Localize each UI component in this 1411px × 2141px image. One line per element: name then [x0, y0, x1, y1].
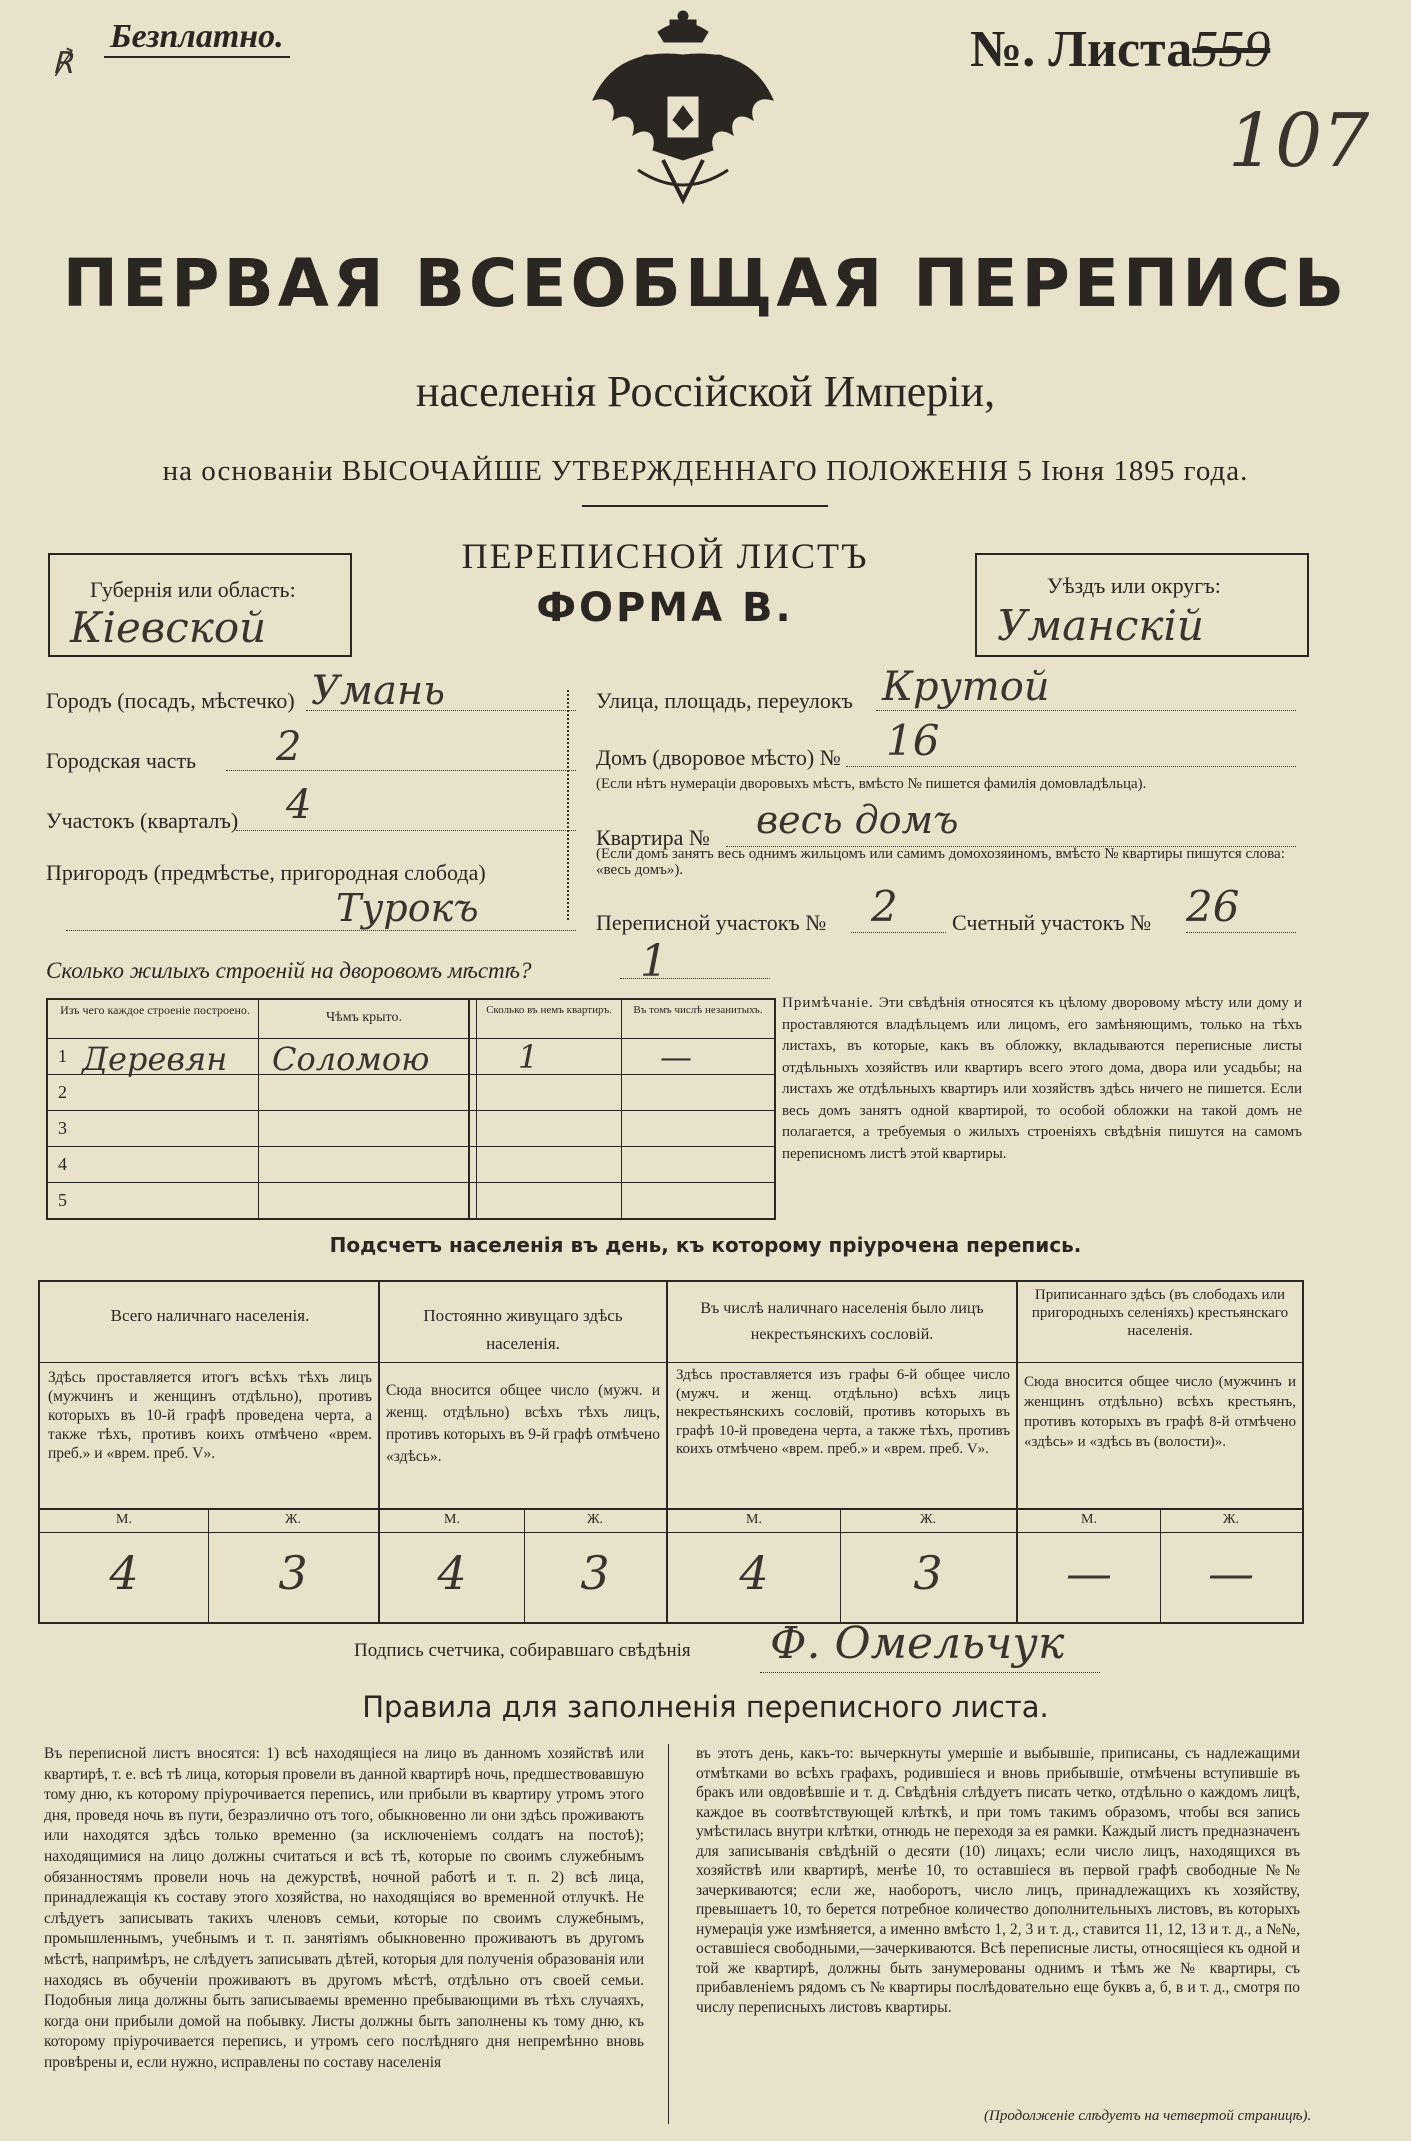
- province-value: Кіевской: [70, 603, 267, 652]
- peasant-male: —: [1066, 1546, 1112, 1600]
- count-plot-line: [1186, 932, 1296, 933]
- house-note: (Если нѣтъ нумераціи дворовыхъ мѣстъ, вмѣсто № пишется фамилія домовладѣльца).: [596, 776, 1147, 792]
- col-vacant-header: Въ томъ числѣ незанитыхъ.: [633, 1004, 763, 1016]
- main-title: ПЕРВАЯ ВСЕОБЩАЯ ПЕРЕПИСЬ: [62, 245, 1349, 322]
- sheet-number: [970, 20, 1270, 79]
- female-label: Ж.: [919, 1512, 937, 1527]
- house-line: [846, 766, 1296, 767]
- row-number: 4: [58, 1154, 67, 1174]
- suburb-value: Турокъ: [336, 886, 479, 930]
- col-roof-header: Чѣмъ крыто.: [326, 1010, 402, 1025]
- buildings-answer-line: [620, 978, 770, 979]
- signature-value: Ф. Омельчук: [770, 1618, 1065, 1669]
- ward-line: [236, 830, 576, 831]
- row-roof: Соломою: [272, 1040, 430, 1078]
- note-heading: Примѣчаніе.: [782, 995, 874, 1011]
- city-part-label: Городская часть: [46, 748, 197, 773]
- census-plot-value: 2: [871, 882, 898, 931]
- corner-handwritten-mark: ℟: [52, 46, 73, 81]
- subtitle: населенія Россійской Имперіи,: [415, 367, 996, 416]
- district-label: Уѣздъ или округъ:: [1047, 573, 1221, 598]
- male-label: М.: [1081, 1512, 1097, 1527]
- non-peasant-female: 3: [913, 1546, 943, 1600]
- form-subtitle: ФОРМА В.: [536, 585, 794, 631]
- city-value: Умань: [311, 668, 446, 714]
- house-value: 16: [886, 716, 940, 765]
- population-title: Подсчетъ населенія въ день, къ которому пріурочена перепись.: [329, 1233, 1082, 1257]
- peasant-female: —: [1208, 1546, 1254, 1600]
- street-value: Крутой: [882, 664, 1050, 710]
- buildings-note: [782, 993, 1302, 1165]
- population-table: [38, 1280, 1304, 1624]
- form-title: ПЕРЕПИСНОЙ ЛИСТЪ: [461, 536, 869, 576]
- house-label: Домъ (дворовое мѣсто) №: [596, 745, 841, 770]
- row-number: 3: [58, 1118, 67, 1138]
- buildings-question: Сколько жилыхъ строеній на дворовомъ мѣстѣ?: [46, 958, 532, 983]
- pop-col-desc: Сюда вносится общее число (мужч. и женщ. отдѣльно) всѣхъ тѣхъ лицъ, противъ которыхъ въ 9-й графѣ отмѣчено «здѣсь».: [386, 1382, 660, 1465]
- pop-col-head: Всего наличнаго населенія.: [110, 1306, 310, 1325]
- row-vacant: —: [660, 1038, 692, 1076]
- buildings-table: [46, 998, 776, 1220]
- male-label: М.: [116, 1512, 132, 1527]
- census-plot-label: Переписной участокъ №: [596, 910, 827, 935]
- row-apartments: 1: [518, 1038, 539, 1076]
- double-headed-eagle-emblem: [578, 10, 788, 225]
- rules-divider: [668, 1744, 669, 2124]
- row-number: 1: [58, 1046, 67, 1066]
- rules-left-column: Въ переписной листъ вносятся: 1) всѣ находящіеся на лицо въ данномъ хозяйствѣ или квартирѣ, т. е. всѣ тѣ лица, которыя провели въ данной квартирѣ ночь, предшествовавшую тому дню, къ которому пріурочивается перепись, или прибыли въ квартиру утромъ этого дня, проведя ночь въ пути, безразлично отъ того, обыкновенно ли они здѣсь проживаютъ или находятся здѣсь только временно (за исключеніемъ солдатъ на постоѣ); находящимися на лицо должны считаться и всѣ тѣ, которые по своимъ служебнымъ обязанностямъ провели ночь на дежурствѣ, ночной работѣ и т. п. 2) всѣ лица, принадлежащія къ составу этого хозяйства, но находящіяся во временной отлучкѣ. Не слѣдуетъ записывать такихъ членовъ семьи, которые по своимъ служебнымъ, промышленнымъ, учебнымъ и т. п. занятіямъ обыкновенно проживаютъ въ другомъ мѣстѣ, напримѣръ, не слѣдуетъ записывать дѣтей, которыя для полученія образованія или находясь въ обученіи проживаютъ въ другомъ мѣстѣ, отдѣльно отъ своей семьи. Подобныя лица должны быть записываемы временно пребывающими въ тѣхъ случаяхъ, когда они прибыли домой на побывку. Листы должны быть заполнены къ тому дню, къ которому пріурочивается перепись, и утромъ сего послѣдняго дня непремѣнно вновь провѣрены и, если нужно, исправлены по составу населенія: [44, 1745, 644, 2071]
- signature-label: Подпись счетчика, собиравшаго свѣдѣнія: [354, 1640, 691, 1661]
- city-label: Городъ (посадъ, мѣстечко): [46, 688, 295, 713]
- rules-continuation: (Продолженіе слѣдуетъ на четвертой страницѣ).: [984, 2108, 1312, 2124]
- resident-female: 3: [580, 1546, 610, 1600]
- ward-value: 4: [286, 782, 312, 828]
- note-text: Эти свѣдѣнія относятся къ цѣлому дворовому мѣсту или дому и проставляются владѣльцемъ или лицомъ, его замѣняющимъ, только на тѣхъ листахъ, въ которые, какъ въ обложку, вкладываются переписные листы отдѣльныхъ хозяйствъ или квартиръ всего этого дома, двора или усадьбы; на листахъ же отдѣльныхъ квартиръ или хозяйствъ здѣсь ничего не пишется. Если весь домъ занятъ одной квартирой, то особой обложки на такой домъ не полагается, а требуемыя о жилыхъ строеніяхъ свѣдѣнія пишутся на самомъ переписномъ листѣ этой квартиры.: [782, 995, 1302, 1162]
- female-label: Ж.: [1222, 1512, 1240, 1527]
- male-label: М.: [444, 1512, 460, 1527]
- sheet-number-handwritten: 107: [1228, 98, 1370, 184]
- non-peasant-male: 4: [739, 1546, 769, 1600]
- pop-col-desc: Здѣсь проставляется итогъ всѣхъ тѣхъ лицъ (мужчинъ и женщинъ отдѣльно), противъ которыхъ въ 10-й графѣ проведена черта, а также тѣхъ, противъ коихъ отмѣчено «врем. преб.» и «врем. преб. V».: [48, 1369, 372, 1462]
- city-part-line: [226, 770, 576, 771]
- count-plot-label: Счетный участокъ №: [952, 910, 1152, 935]
- address-divider: [567, 690, 570, 920]
- pop-col-desc: Сюда вносится общее число (мужчинъ и женщинъ отдѣльно) всѣхъ крестьянъ, противъ которыхъ въ графѣ 8-й отмѣчено «здѣсь» и «здѣсь въ (волости)».: [1024, 1374, 1296, 1450]
- total-present-male: 4: [109, 1546, 139, 1600]
- female-label: Ж.: [284, 1512, 302, 1527]
- signature-line: [760, 1672, 1100, 1673]
- province-label: Губернія или область:: [90, 577, 296, 602]
- form-title-block: [380, 535, 950, 631]
- count-plot-value: 26: [1186, 882, 1240, 931]
- district-value: Уманскій: [997, 601, 1204, 650]
- pop-col-head: Приписаннаго здѣсь (въ слободахъ или пригородныхъ селеніяхъ) крестьянскаго населенія.: [1031, 1287, 1289, 1339]
- row-number: 5: [58, 1190, 67, 1210]
- sheet-number-label: №. Листа: [970, 21, 1193, 78]
- divider: [582, 505, 828, 507]
- rules-title: Правила для заполненія переписного листа.: [362, 1690, 1049, 1724]
- ward-label: Участокъ (кварталъ): [46, 808, 239, 833]
- street-line: [876, 710, 1296, 711]
- male-label: М.: [746, 1512, 762, 1527]
- province-box: [48, 553, 352, 657]
- basis-line: на основаніи ВЫСОЧАЙШЕ УТВЕРЖДЕННАГО ПОЛОЖЕНІЯ 5 Іюня 1895 года.: [162, 455, 1249, 487]
- col-material-header: Изъ чего каждое строеніе построено.: [60, 1003, 250, 1017]
- resident-male: 4: [437, 1546, 467, 1600]
- district-box: [975, 553, 1309, 657]
- suburb-label: Пригородъ (предмѣстье, пригородная слобода): [46, 860, 486, 885]
- sheet-number-crossed: 559: [1192, 21, 1271, 78]
- city-line: [306, 710, 576, 711]
- buildings-answer: 1: [640, 936, 668, 987]
- total-present-female: 3: [278, 1546, 308, 1600]
- apartment-label: Квартира №: [596, 825, 710, 850]
- row-number: 2: [58, 1082, 67, 1102]
- city-part-value: 2: [276, 724, 302, 770]
- pop-col-desc: Здѣсь проставляется изъ графы 6-й общее число (мужч. и женщ. отдѣльно) всѣхъ лицъ некрестьянскихъ сословій, противъ которыхъ въ графѣ 10-й проведена черта, а также тѣхъ, противъ коихъ отмѣчено «врем. преб.» и «врем. преб. V».: [676, 1367, 1010, 1457]
- col-apartments-header: Сколько въ немъ квартиръ.: [486, 1004, 612, 1016]
- rules-right-column: въ этотъ день, какъ-то: вычеркнуты умершіе и выбывшіе, приписаны, съ надлежащими отмѣтками во всѣхъ графахъ, родившіеся и вновь прибывшіе, отмѣчены вступившіе въ бракъ или овдовѣвшіе и т. д. Свѣдѣнія слѣдуетъ писать четко, отдѣльно о каждомъ лицѣ, каждое въ соотвѣтствующей клѣткѣ, и при томъ такимъ образомъ, чтобы вся запись умѣстилась внутри клѣтки, отнюдь не переходя за ея рамки. Каждый листъ предназначенъ для записыванія свѣдѣній о десяти (10) лицахъ; если число лицъ, находящихся въ хозяйствѣ или квартирѣ, менѣе 10, то оставшіеся въ первой графѣ свободные №№ зачеркиваются; если же, наоборотъ, число лицъ, принадлежащихъ къ хозяйству, превышаетъ 10, то берется потребное количество дополнительныхъ листовъ, въ которыхъ нумерація уже измѣняется, а именно вмѣсто 1, 2, 3 и т. д., ставится 11, 12, 13 и т. д., а №№, оставшіеся свободными,—зачеркиваются. Всѣ переписные листы, относящіеся къ одной и той же квартирѣ, должны быть занумерованы однимъ и тѣмъ же № квартиры, съ прибавленіемъ рядомъ съ № квартиры послѣдовательно еще буквъ а, б, в и т. д., смотря по числу переписныхъ листовъ квартиры.: [696, 1745, 1300, 2016]
- suburb-line: [66, 930, 576, 931]
- female-label: Ж.: [586, 1512, 604, 1527]
- apartment-value: весь домъ: [756, 798, 959, 842]
- free-label: Безплатно.: [104, 18, 290, 58]
- census-plot-line: [851, 932, 946, 933]
- apartment-note: (Если домъ занятъ весь однимъ жильцомъ или самимъ домохозяиномъ, вмѣсто № квартиры пишутся слова: «весь домъ»).: [596, 846, 1285, 878]
- row-material: Деревян: [82, 1040, 228, 1078]
- pop-col-head: Въ числѣ наличнаго населенія было лицъ некрестьянскихъ сословій.: [700, 1300, 984, 1343]
- pop-col-head: Постоянно живущаго здѣсь населенія.: [423, 1306, 623, 1353]
- street-label: Улица, площадь, переулокъ: [596, 688, 853, 713]
